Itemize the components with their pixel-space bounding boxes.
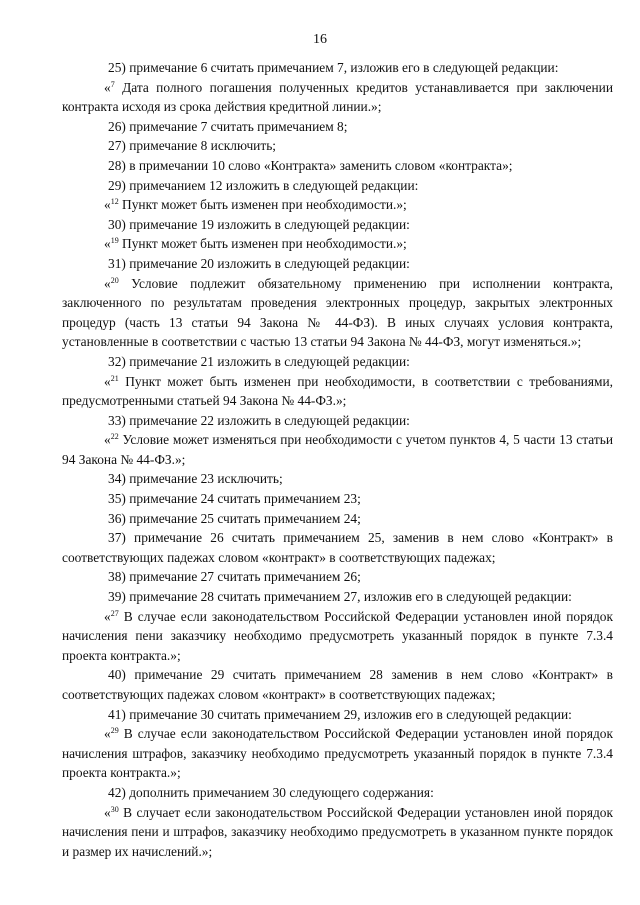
opening-quote-mark: « <box>104 236 111 252</box>
quoted-footnote-text <box>62 430 613 469</box>
quote-text: Пункт может быть изменен при необходимости.»; <box>118 197 407 213</box>
opening-quote-mark: « <box>104 197 111 213</box>
page-number: 16 <box>313 32 327 47</box>
quote-text: Пункт может быть изменен при необходимости.»; <box>118 236 407 252</box>
amendment-item: 36) примечание 25 считать примечанием 24; <box>108 510 361 526</box>
amendment-item: 26) примечание 7 считать примечанием 8; <box>108 118 348 134</box>
quote-text: Условие подлежит обязательному применению при исполнении контракта, заключенного по результатам проведения электронных процедур, закрытых электронных процедур (часть 13 статьи 94 Закона № 44-ФЗ). В иных случаях условия контракта, установленные в соответствии с частью 13 статьи 94 Закона № 44-ФЗ, могут изменяться.»; <box>62 275 613 350</box>
amendment-item: 38) примечание 27 считать примечанием 26; <box>108 569 361 585</box>
amendment-item: 40) примечание 29 считать примечанием 28 заменив в нем слово «Контракт» в соответствующих падежах словом «контракт» в соответствующих падежах; <box>62 667 613 702</box>
quote-text: Дата полного погашения полученных кредитов устанавливается при заключении контракта исходя из срока действия кредитной линии.»; <box>62 79 613 115</box>
amendment-item: 27) примечание 8 исключить; <box>108 138 277 154</box>
amendment-item: 33) примечание 22 изложить в следующей редакции: <box>108 412 410 428</box>
document-body <box>62 58 613 861</box>
opening-quote-mark: « <box>104 275 111 291</box>
footnote-marker: 19 <box>110 236 119 246</box>
opening-quote-mark: « <box>104 79 111 95</box>
opening-quote-mark: « <box>104 804 111 820</box>
amendment-item: 29) примечанием 12 изложить в следующей редакции: <box>108 177 419 193</box>
amendment-item: 31) примечание 20 изложить в следующей редакции: <box>108 255 410 271</box>
footnote-marker: 20 <box>110 275 119 285</box>
opening-quote-mark: « <box>104 432 111 448</box>
quoted-footnote-text <box>62 274 613 352</box>
footnote-marker: 7 <box>110 79 115 89</box>
amendment-item: 32) примечание 21 изложить в следующей редакции: <box>108 353 410 369</box>
opening-quote-mark: « <box>104 726 111 742</box>
footnote-marker: 22 <box>110 432 119 442</box>
footnote-marker: 21 <box>110 373 119 383</box>
footnote-marker: 30 <box>110 804 119 814</box>
opening-quote-mark: « <box>104 373 111 389</box>
quote-text: В случает если законодательством Российской Федерации установлен иной порядок начисления пени и штрафов, заказчику необходимо предусмотреть в указанном пункте порядок и размер их начислений.»; <box>62 804 613 859</box>
quote-text: Пункт может быть изменен при необходимости, в соответствии с требованиями, предусмотренными статьей 94 Закона № 44-ФЗ.»; <box>62 373 613 409</box>
amendment-item: 37) примечание 26 считать примечанием 25, заменив в нем слово «Контракт» в соответствующих падежах словом «контракт» в соответствующих падежах; <box>62 530 613 565</box>
amendment-item: 30) примечание 19 изложить в следующей редакции: <box>108 216 410 232</box>
quoted-footnote-text <box>62 78 613 117</box>
opening-quote-mark: « <box>104 608 111 624</box>
amendment-item: 35) примечание 24 считать примечанием 23; <box>108 491 361 507</box>
quote-text: В случае если законодательством Российской Федерации установлен иной порядок начисления штрафов, заказчику необходимо предусмотреть указанный порядок в пункте 7.3.4 проекта контракта.»; <box>62 726 613 781</box>
quoted-footnote-text <box>62 234 613 254</box>
amendment-item: 28) в примечании 10 слово «Контракта» заменить словом «контракта»; <box>108 157 513 173</box>
footnote-marker: 12 <box>110 197 119 207</box>
quote-text: В случае если законодательством Российской Федерации установлен иной порядок начисления пени заказчику необходимо предусмотреть указанный порядок в пункте 7.3.4 проекта контракта.»; <box>62 608 613 663</box>
amendment-item: 42) дополнить примечанием 30 следующего содержания: <box>108 784 434 800</box>
quoted-footnote-text <box>62 372 613 411</box>
amendment-item: 41) примечание 30 считать примечанием 29, изложив его в следующей редакции: <box>108 706 572 722</box>
quoted-footnote-text <box>62 803 613 862</box>
quoted-footnote-text <box>62 607 613 666</box>
quoted-footnote-text <box>62 724 613 783</box>
amendment-item: 39) примечание 28 считать примечанием 27, изложив его в следующей редакции: <box>108 589 572 605</box>
quote-text: Условие может изменяться при необходимости с учетом пунктов 4, 5 части 13 статьи 94 Закона № 44-ФЗ.»; <box>62 432 613 467</box>
footnote-marker: 29 <box>110 726 119 736</box>
amendment-item: 25) примечание 6 считать примечанием 7, изложив его в следующей редакции: <box>108 60 559 75</box>
footnote-marker: 27 <box>110 608 119 618</box>
quoted-footnote-text <box>62 195 613 215</box>
amendment-item: 34) примечание 23 исключить; <box>108 471 283 487</box>
